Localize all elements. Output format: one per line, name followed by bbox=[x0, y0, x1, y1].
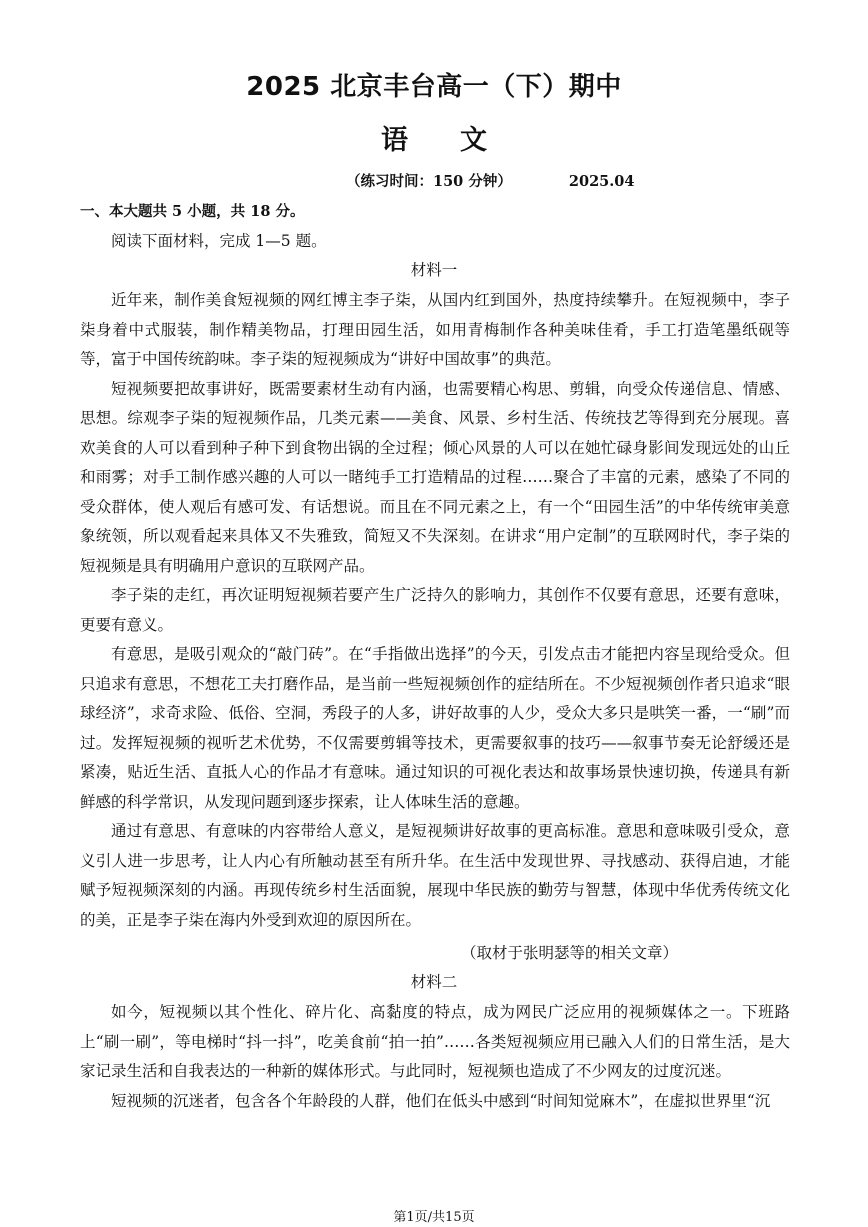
paragraph: 如今，短视频以其个性化、碎片化、高黏度的特点，成为网民广泛应用的视频媒体之一。下班路上“刷一刷”，等电梯时“抖一抖”，吃美食前“拍一拍”……各类短视频应用已融入人们的日常生活，是大家记录生活和自我表达的一种新的媒体形式。与此同时，短视频也造成了不少网友的过度沉迷。 bbox=[80, 1003, 790, 1080]
paragraph: 短视频的沉迷者，包含各个年龄段的人群，他们在低头中感到“时间知觉麻木”，在虚拟世界里“沉 bbox=[111, 1091, 771, 1110]
material-two-heading: 材料二 bbox=[410, 973, 458, 991]
exam-date: 2025.04 bbox=[568, 173, 635, 190]
paragraph: 近年来，制作美食短视频的网红博主李子柒，从国内红到国外，热度持续攀升。在短视频中，李子柒身着中式服装，制作精美物品，打理田园生活，如用青梅制作各种美味佳肴，手工打造笔墨纸砚等等，富于中国传统韵味。李子柒的短视频成为“讲好中国故事”的典范。 bbox=[80, 291, 790, 368]
section-heading: 一、本大题共 5 小题，共 18 分。 bbox=[80, 203, 305, 220]
material-two-body bbox=[80, 998, 790, 1116]
section-instruction: 阅读下面材料，完成 1—5 题。 bbox=[111, 232, 327, 250]
paragraph: 通过有意思、有意味的内容带给人意义，是短视频讲好故事的更高标准。意思和意味吸引受众，意义引人进一步思考，让人内心有所触动甚至有所升华。在生活中发现世界、寻找感动、获得启迪，才能赋予短视频深刻的内涵。再现传统乡村生活面貌，展现中华民族的勤劳与智慧，体现中华优秀传统文化的美，正是李子柒在海内外受到欢迎的原因所在。 bbox=[80, 822, 790, 929]
material-one-heading: 材料一 bbox=[410, 261, 458, 279]
paragraph: 有意思，是吸引观众的“敲门砖”。在“手指做出选择”的今天，引发点击才能把内容呈现给受众。但只追求有意思，不想花工夫打磨作品，是当前一些短视频创作的症结所在。不少短视频创作者只追求“眼球经济”，求奇求险、低俗、空洞，秀段子的人多，讲好故事的人少，受众大多只是哄笑一番，一“刷”而过。发挥短视频的视听艺术优势，不仅需要剪辑等技术，更需要叙事的技巧——叙事节奏无论舒缓还是紧凑，贴近生活、直抵人心的作品才有意味。通过知识的可视化表达和故事场景快速切换，传递具有新鲜感的科学常识，从发现问题到逐步探索，让人体味生活的意趣。 bbox=[80, 645, 790, 811]
material-one-body bbox=[80, 286, 790, 935]
exam-duration: （练习时间：150 分钟） bbox=[346, 173, 512, 190]
exam-title: 2025 北京丰台高一（下）期中 bbox=[246, 72, 622, 102]
exam-meta bbox=[346, 170, 634, 191]
material-one-source: （取材于张明瑟等的相关文章） bbox=[460, 944, 678, 962]
page-number: 第1页/共15页 bbox=[393, 1210, 475, 1225]
paragraph: 李子柒的走红，再次证明短视频若要产生广泛持久的影响力，其创作不仅要有意思，还要有意味，更要有意义。 bbox=[80, 586, 790, 634]
subject-title: 语文 bbox=[381, 125, 539, 156]
paragraph: 短视频要把故事讲好，既需要素材生动有内涵，也需要精心构思、剪辑，向受众传递信息、情感、思想。综观李子柒的短视频作品，几类元素——美食、风景、乡村生活、传统技艺等得到充分展现。喜欢美食的人可以看到种子种下到食物出锅的全过程；倾心风景的人可以在她忙碌身影间发现远处的山丘和雨雾；对手工制作感兴趣的人可以一睹纯手工打造精品的过程……聚合了丰富的元素，感染了不同的受众群体，使人观后有感可发、有话想说。而且在不同元素之上，有一个“田园生活”的中华传统审美意象统领，所以观看起来具体又不失雅致，简短又不失深刻。在讲求“用户定制”的互联网时代，李子柒的短视频是具有明确用户意识的互联网产品。 bbox=[80, 379, 790, 575]
